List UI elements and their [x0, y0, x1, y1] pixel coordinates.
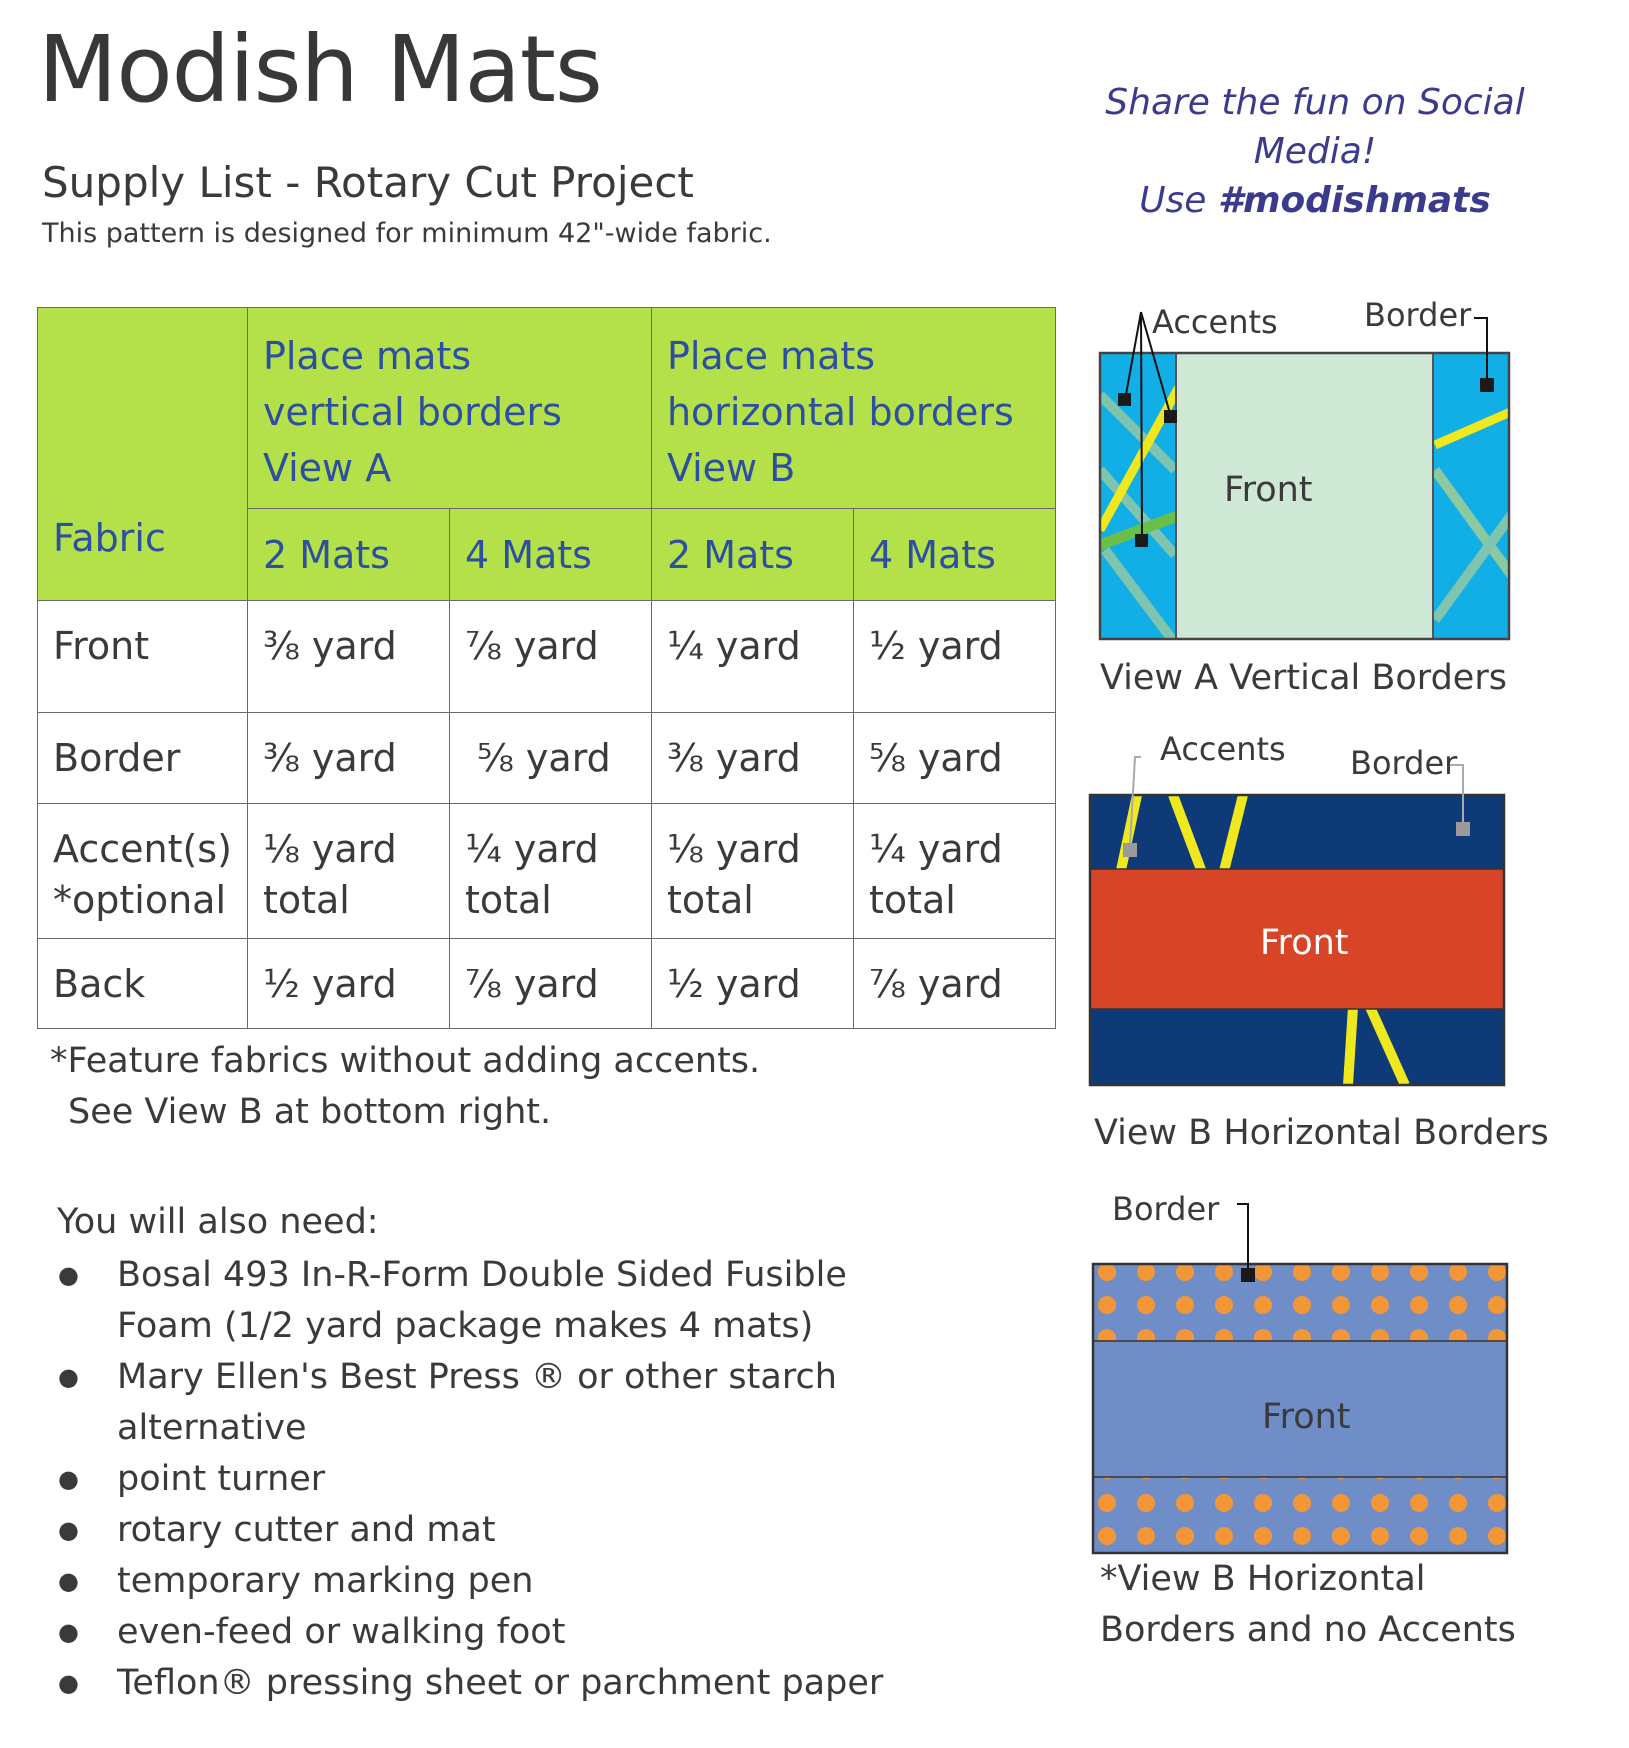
row-label-front: Front — [38, 601, 248, 713]
list-item-line: even-feed or walking foot — [117, 1612, 566, 1652]
accent-marker — [1135, 534, 1148, 547]
table-cell: ⅝ yard — [449, 713, 651, 804]
table-cell: ½ yard — [247, 939, 449, 1029]
cell-line: total — [868, 878, 956, 922]
list-item — [55, 1352, 997, 1454]
table-cell: ⅞ yard — [853, 939, 1055, 1029]
bullet-icon: ● — [58, 1261, 79, 1289]
view-c-caption-line-2: Borders and no Accents — [1100, 1610, 1516, 1650]
row-label-accents-line-2: *optional — [53, 878, 227, 922]
hashtag-link[interactable]: #modishmats — [1217, 180, 1491, 221]
border-marker — [1241, 1268, 1255, 1282]
view-b-caption: View B Horizontal Borders — [1094, 1113, 1549, 1153]
group-header-view-b — [651, 308, 1055, 509]
accent-marker — [1118, 393, 1131, 406]
list-item-line: temporary marking pen — [117, 1561, 534, 1601]
table-cell: ⅝ yard — [853, 713, 1055, 804]
table-cell: ⅜ yard — [247, 601, 449, 713]
list-item — [55, 1658, 997, 1709]
group-b-line-1: Place mats — [666, 334, 876, 378]
social-line-1: Share the fun on Social — [1105, 82, 1525, 123]
row-label-accents — [38, 804, 248, 939]
view-c-caption — [1100, 1554, 1516, 1656]
border-marker — [1456, 822, 1470, 836]
table-cell — [853, 804, 1055, 939]
bullet-icon: ● — [58, 1465, 79, 1493]
list-item-line: Foam (1/2 yard package makes 4 mats) — [117, 1306, 814, 1346]
social-callout — [1050, 78, 1580, 225]
accent-marker — [1123, 843, 1137, 857]
group-header-view-a — [247, 308, 651, 509]
cell-line: ⅛ yard — [262, 827, 397, 871]
cell-line: total — [464, 878, 552, 922]
list-item-line: rotary cutter and mat — [117, 1510, 496, 1550]
group-a-line-3: View A — [262, 446, 392, 490]
group-a-line-2: vertical borders — [262, 390, 562, 434]
cell-line: ¼ yard — [868, 827, 1003, 871]
accent-marker — [1164, 410, 1177, 423]
list-item-line: alternative — [117, 1408, 307, 1448]
view-c-caption-line-1: *View B Horizontal — [1100, 1559, 1426, 1599]
list-item — [55, 1250, 997, 1352]
fabric-width-note: This pattern is designed for minimum 42"-wide fabric. — [42, 218, 772, 249]
cell-line: ⅛ yard — [666, 827, 801, 871]
table-header-row — [38, 308, 1056, 509]
bullet-icon: ● — [58, 1669, 79, 1697]
table-cell: ¼ yard — [651, 601, 853, 713]
bullet-icon: ● — [58, 1516, 79, 1544]
table-cell: ⅞ yard — [449, 601, 651, 713]
col-header-a-4-mats: 4 Mats — [449, 509, 651, 601]
col-header-a-2-mats: 2 Mats — [247, 509, 449, 601]
list-item-line: Mary Ellen's Best Press ® or other starch — [117, 1357, 837, 1397]
group-a-line-1: Place mats — [262, 334, 472, 378]
list-item — [55, 1607, 997, 1658]
view-b-front-label: Front — [1260, 923, 1349, 963]
supplies-list — [55, 1250, 997, 1709]
social-use-prefix: Use — [1139, 180, 1218, 221]
fabric-column-header: Fabric — [38, 308, 248, 601]
bullet-icon: ● — [58, 1567, 79, 1595]
table-cell: ½ yard — [651, 939, 853, 1029]
view-c-border-label: Border — [1112, 1190, 1220, 1228]
view-a-front-label: Front — [1224, 470, 1313, 510]
table-cell — [651, 804, 853, 939]
view-a-accents-label: Accents — [1152, 303, 1278, 341]
view-b-border-label: Border — [1350, 744, 1458, 782]
border-marker — [1480, 378, 1494, 392]
cell-line: total — [666, 878, 754, 922]
list-item-line: point turner — [117, 1459, 326, 1499]
list-item — [55, 1556, 997, 1607]
leader-line — [1237, 1204, 1248, 1272]
view-c-diagram — [1088, 1190, 1518, 1555]
table-cell: ⅞ yard — [449, 939, 651, 1029]
view-c-front-label: Front — [1262, 1397, 1351, 1437]
cell-line: ¼ yard — [464, 827, 599, 871]
col-header-b-2-mats: 2 Mats — [651, 509, 853, 601]
view-b-accents-label: Accents — [1160, 730, 1286, 768]
footnote-line-1: *Feature fabrics without adding accents. — [50, 1041, 761, 1081]
list-item-line: Teflon® pressing sheet or parchment paper — [117, 1663, 884, 1703]
row-label-back: Back — [38, 939, 248, 1029]
table-row — [38, 939, 1056, 1029]
list-item-line: Bosal 493 In-R-Form Double Sided Fusible — [117, 1255, 847, 1295]
supplies-heading: You will also need: — [57, 1202, 379, 1242]
table-row — [38, 713, 1056, 804]
page-title: Modish Mats — [38, 16, 602, 123]
view-b-diagram — [1085, 745, 1515, 1090]
col-header-b-4-mats: 4 Mats — [853, 509, 1055, 601]
supply-table — [37, 307, 1056, 1029]
table-cell: ½ yard — [853, 601, 1055, 713]
table-cell: ⅜ yard — [651, 713, 853, 804]
table-cell: ⅜ yard — [247, 713, 449, 804]
bullet-icon: ● — [58, 1618, 79, 1646]
footnote-line-2: See View B at bottom right. — [68, 1092, 552, 1132]
social-line-3 — [1050, 176, 1580, 225]
leader-line — [1141, 312, 1142, 540]
view-a-border-label: Border — [1364, 296, 1472, 334]
cell-line: total — [262, 878, 350, 922]
table-cell — [449, 804, 651, 939]
table-row — [38, 601, 1056, 713]
page-subtitle: Supply List - Rotary Cut Project — [42, 158, 694, 207]
table-footnote — [50, 1036, 760, 1138]
row-label-accents-line-1: Accent(s) — [53, 827, 232, 871]
table-cell — [247, 804, 449, 939]
view-a-caption: View A Vertical Borders — [1100, 658, 1507, 698]
row-label-border: Border — [38, 713, 248, 804]
social-line-2: Media! — [1253, 131, 1377, 172]
list-item — [55, 1505, 997, 1556]
table-row — [38, 804, 1056, 939]
group-b-line-2: horizontal borders — [666, 390, 1014, 434]
bullet-icon: ● — [58, 1363, 79, 1391]
group-b-line-3: View B — [666, 446, 796, 490]
list-item — [55, 1454, 997, 1505]
view-a-diagram — [1095, 300, 1535, 650]
